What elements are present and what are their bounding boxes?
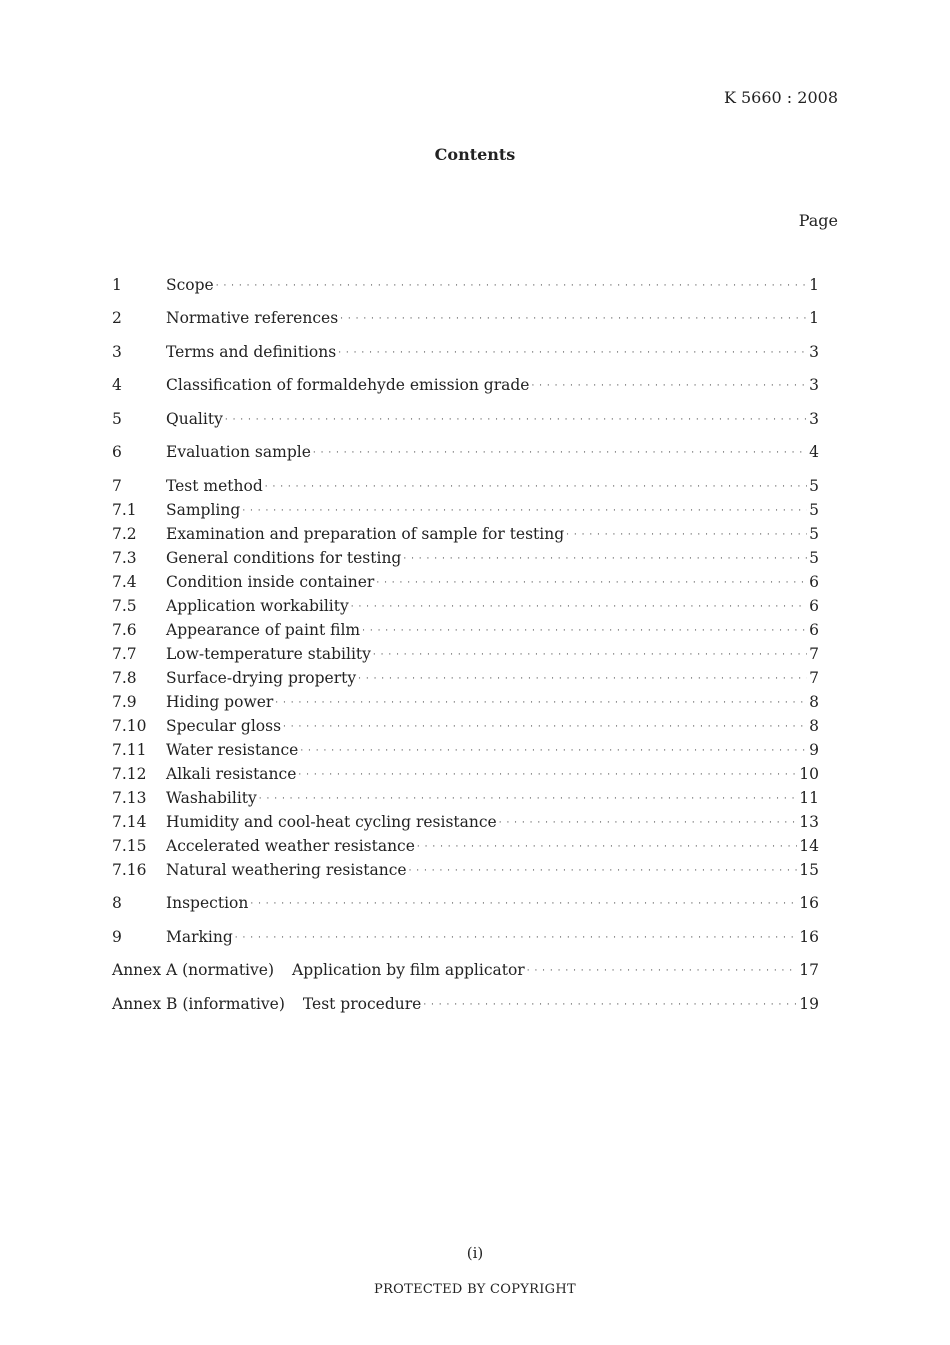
annex-label: Annex B (informative) [112, 995, 285, 1013]
dot-leader [338, 348, 807, 358]
toc-entry[interactable] [112, 501, 819, 523]
toc-entry-page: 15 [799, 861, 819, 879]
toc-entry[interactable] [112, 693, 819, 715]
toc-entry-number: 7.9 [112, 693, 137, 711]
toc-entry-number: 9 [112, 928, 122, 946]
toc-entry-page: 13 [799, 813, 819, 831]
toc-entry[interactable] [112, 477, 819, 499]
toc-entry-number: 7.14 [112, 813, 147, 831]
toc-entry-page: 8 [809, 717, 819, 735]
toc-annex-entry[interactable] [112, 961, 819, 983]
dot-leader [373, 650, 807, 660]
toc-entry-title: Sampling [166, 501, 241, 519]
toc-entry-title: Scope [166, 276, 214, 294]
dot-leader [242, 506, 807, 516]
toc-entry-page: 5 [809, 501, 819, 519]
annex-title: Test procedure [302, 995, 422, 1013]
toc-entry-page: 1 [809, 309, 819, 327]
toc-entry-number: 1 [112, 276, 122, 294]
toc-entry-page: 11 [799, 789, 819, 807]
toc-entry-title: Application workability [166, 597, 349, 615]
toc-entry-title: Alkali resistance [166, 765, 297, 783]
toc-entry-title: Terms and definitions [166, 343, 337, 361]
toc-entry-number: 7.1 [112, 501, 137, 519]
toc-entry-page: 16 [799, 894, 819, 912]
dot-leader [313, 448, 807, 458]
toc-entry[interactable] [112, 765, 819, 787]
toc-entry-title: Classification of formaldehyde emission grade [166, 376, 530, 394]
toc-entry[interactable] [112, 741, 819, 763]
toc-entry-number: 7.11 [112, 741, 147, 759]
toc-annex-entry[interactable] [112, 995, 819, 1017]
toc-entry-page: 8 [809, 693, 819, 711]
toc-entry-page: 5 [809, 477, 819, 495]
toc-entry-number: 7.13 [112, 789, 147, 807]
toc-entry-page: 7 [809, 645, 819, 663]
toc-entry-page: 3 [809, 376, 819, 394]
toc-entry-title: Low-temperature stability [166, 645, 371, 663]
dot-leader [403, 554, 807, 564]
toc-entry[interactable] [112, 549, 819, 571]
dot-leader [340, 314, 807, 324]
toc-entry[interactable] [112, 861, 819, 883]
toc-entry[interactable] [112, 789, 819, 811]
toc-entry-title: Humidity and cool-heat cycling resistance [166, 813, 497, 831]
toc-entry[interactable] [112, 309, 819, 331]
dot-leader [265, 482, 807, 492]
toc-entry-page: 5 [809, 525, 819, 543]
annex-page: 19 [799, 995, 819, 1013]
toc-entry-title: Evaluation sample [166, 443, 311, 461]
toc-entry-title: Normative references [166, 309, 339, 327]
toc-entry-title: Inspection [166, 894, 249, 912]
toc-entry-page: 1 [809, 276, 819, 294]
toc-entry-number: 7 [112, 477, 122, 495]
toc-entry-page: 10 [799, 765, 819, 783]
toc-entry-number: 7.3 [112, 549, 137, 567]
toc-entry-number: 6 [112, 443, 122, 461]
toc-entry-number: 5 [112, 410, 122, 428]
dot-leader [417, 842, 797, 852]
toc-entry-page: 6 [809, 597, 819, 615]
footer-page-number: (i) [466, 1244, 484, 1262]
toc-entry-number: 7.6 [112, 621, 137, 639]
standard-id: K 5660 : 2008 [723, 88, 838, 107]
page-column-label: Page [798, 211, 838, 230]
toc-entry-number: 7.10 [112, 717, 147, 735]
dot-leader [362, 626, 807, 636]
toc-entry-number: 7.4 [112, 573, 137, 591]
toc-entry-title: Surface-drying property [166, 669, 357, 687]
toc-entry-page: 16 [799, 928, 819, 946]
toc-entry-page: 4 [809, 443, 819, 461]
toc-entry-number: 7.5 [112, 597, 137, 615]
toc-entry-title: Specular gloss [166, 717, 282, 735]
dot-leader [527, 966, 798, 976]
dot-leader [298, 770, 797, 780]
toc-entry-page: 9 [809, 741, 819, 759]
copyright-notice: PROTECTED BY COPYRIGHT [374, 1282, 576, 1297]
toc-entry-title: Condition inside container [166, 573, 375, 591]
toc-entry[interactable] [112, 621, 819, 643]
dot-leader [300, 746, 807, 756]
toc-entry-title: Test method [166, 477, 263, 495]
dot-leader [283, 722, 807, 732]
dot-leader [259, 794, 797, 804]
toc-entry[interactable] [112, 928, 819, 950]
toc-entry-title: Accelerated weather resistance [166, 837, 415, 855]
page-title: Contents [434, 145, 516, 164]
toc-entry[interactable] [112, 573, 819, 595]
toc-entry-title: Water resistance [166, 741, 299, 759]
toc-entry[interactable] [112, 717, 819, 739]
toc-entry-number: 4 [112, 376, 122, 394]
toc-entry-page: 6 [809, 573, 819, 591]
toc-entry-page: 5 [809, 549, 819, 567]
toc-entry-number: 7.16 [112, 861, 147, 879]
toc-entry-title: General conditions for testing [166, 549, 402, 567]
toc-entry[interactable] [112, 597, 819, 619]
toc-entry-page: 14 [799, 837, 819, 855]
dot-leader [351, 602, 807, 612]
dot-leader [566, 530, 807, 540]
toc-entry[interactable] [112, 443, 819, 465]
dot-leader [531, 381, 807, 391]
toc-entry-title: Washability [166, 789, 257, 807]
annex-page: 17 [799, 961, 819, 979]
toc-entry-title: Quality [166, 410, 223, 428]
dot-leader [275, 698, 807, 708]
toc-entry-number: 7.7 [112, 645, 137, 663]
toc-entry[interactable] [112, 376, 819, 398]
dot-leader [216, 281, 807, 291]
toc-entry[interactable] [112, 669, 819, 691]
toc-entry[interactable] [112, 645, 819, 667]
dot-leader [376, 578, 807, 588]
annex-label: Annex A (normative) [112, 961, 274, 979]
dot-leader [409, 866, 798, 876]
dot-leader [358, 674, 807, 684]
toc-entry-number: 2 [112, 309, 122, 327]
annex-title: Application by film applicator [292, 961, 525, 979]
toc-entry-title: Appearance of paint film [166, 621, 361, 639]
toc-entry-page: 3 [809, 343, 819, 361]
dot-leader [423, 1000, 797, 1010]
toc-entry-title: Marking [166, 928, 233, 946]
toc-entry-number: 7.8 [112, 669, 137, 687]
toc-entry-number: 7.2 [112, 525, 137, 543]
toc-entry[interactable] [112, 525, 819, 547]
toc-entry-page: 3 [809, 410, 819, 428]
toc-entry-number: 8 [112, 894, 122, 912]
toc-entry-title: Examination and preparation of sample for testing [166, 525, 565, 543]
dot-leader [225, 415, 807, 425]
toc-entry-title: Natural weathering resistance [166, 861, 407, 879]
dot-leader [499, 818, 798, 828]
toc-entry[interactable] [112, 813, 819, 835]
toc-entry-number: 3 [112, 343, 122, 361]
toc-entry[interactable] [112, 276, 819, 298]
toc-entry-number: 7.15 [112, 837, 147, 855]
toc-entry-page: 7 [809, 669, 819, 687]
toc-entry[interactable] [112, 894, 819, 916]
dot-leader [250, 899, 797, 909]
toc-entry[interactable] [112, 410, 819, 432]
toc-entry-number: 7.12 [112, 765, 147, 783]
toc-entry[interactable] [112, 837, 819, 859]
dot-leader [235, 933, 797, 943]
toc-entry-title: Hiding power [166, 693, 274, 711]
toc-entry[interactable] [112, 343, 819, 365]
toc-entry-page: 6 [809, 621, 819, 639]
